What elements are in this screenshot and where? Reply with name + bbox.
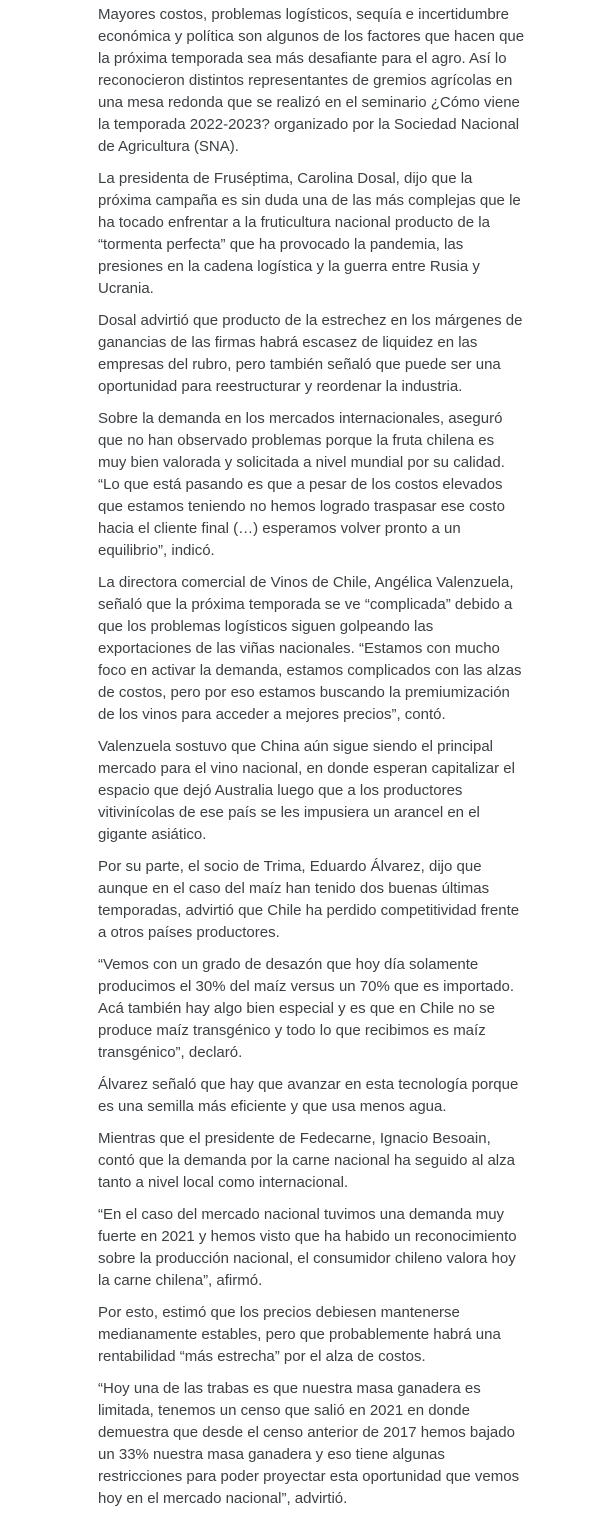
article-paragraph: Mientras que el presidente de Fedecarne, Ignacio Besoain, contó que la demanda por la carne nacional ha seguido al alza tanto a nivel local como internacional. [98,1130,515,1191]
article-paragraph: La directora comercial de Vinos de Chile, Angélica Valenzuela, señaló que la próxima temporada se ve “complicada” debido a que los problemas logísticos siguen golpeando las exportaciones de las viñas nacionales. “Estamos con mucho foco en activar la demanda, estamos complicados con las alzas de costos, pero por eso estamos buscando la premiumización de los vinos para acceder a mejores precios”, contó. [98,574,522,723]
article-paragraph: Sobre la demanda en los mercados internacionales, aseguró que no han observado problemas porque la fruta chilena es muy bien valorada y solicitada a nivel mundial por su calidad. “Lo que está pasando es que a pesar de los costos elevados que estamos teniendo no hemos logrado traspasar ese costo hacia el cliente final (…) esperamos volver pronto a un equilibrio”, indicó. [98,410,505,559]
article-paragraph: “En el caso del mercado nacional tuvimos una demanda muy fuerte en 2021 y hemos visto que ha habido un reconocimiento sobre la producción nacional, el consumidor chileno valora hoy la carne chilena”, afirmó. [98,1206,517,1289]
article-paragraph: “Hoy una de las trabas es que nuestra masa ganadera es limitada, tenemos un censo que salió en 2021 en donde demuestra que desde el censo anterior de 2017 hemos bajado un 33% nuestra masa ganadera y eso tiene algunas restricciones para poder proyectar esta oportunidad que vemos hoy en el mercado nacional”, advirtió. [98,1380,520,1507]
article-paragraph: Álvarez señaló que hay que avanzar en esta tecnología porque es una semilla más eficiente y que usa menos agua. [98,1076,519,1115]
article-paragraph: Por su parte, el socio de Trima, Eduardo Álvarez, dijo que aunque en el caso del maíz han tenido dos buenas últimas temporadas, advirtió que Chile ha perdido competitividad frente a otros países productores. [98,858,520,941]
article-paragraph: Dosal advirtió que producto de la estrechez en los márgenes de ganancias de las firmas habrá escasez de liquidez en las empresas del rubro, pero también señaló que puede ser una oportunidad para reestructurar y reordenar la industria. [98,312,523,395]
article-paragraph: Por esto, estimó que los precios debiesen mantenerse medianamente estables, pero que probablemente habrá una rentabilidad “más estrecha” por el alza de costos. [98,1304,501,1365]
article-paragraph: Valenzuela sostuvo que China aún sigue siendo el principal mercado para el vino nacional, en donde esperan capitalizar el espacio que dejó Australia luego que a los productores vitivinícolas de ese país se les impusiera un arancel en el gigante asiático. [98,738,515,843]
article-paragraph: Mayores costos, problemas logísticos, sequía e incertidumbre económica y política son algunos de los factores que hacen que la próxima temporada sea más desafiante para el agro. Así lo reconocieron distintos representantes de gremios agrícolas en una mesa redonda que se realizó en el seminario ¿Cómo viene la temporada 2022-2023? organizado por la Sociedad Nacional de Agricultura (SNA). [98,6,525,155]
article-paragraph: “Vemos con un grado de desazón que hoy día solamente producimos el 30% del maíz versus un 70% que es importado. Acá también hay algo bien especial y es que en Chile no se produce maíz transgénico y todo lo que recibimos es maíz transgénico”, declaró. [98,956,515,1061]
article-paragraph: La presidenta de Fruséptima, Carolina Dosal, dijo que la próxima campaña es sin duda una de las más complejas que le ha tocado enfrentar a la fruticultura nacional producto de la “tormenta perfecta” que ha provocado la pandemia, las presiones en la cadena logística y la guerra entre Rusia y Ucrania. [98,170,521,297]
